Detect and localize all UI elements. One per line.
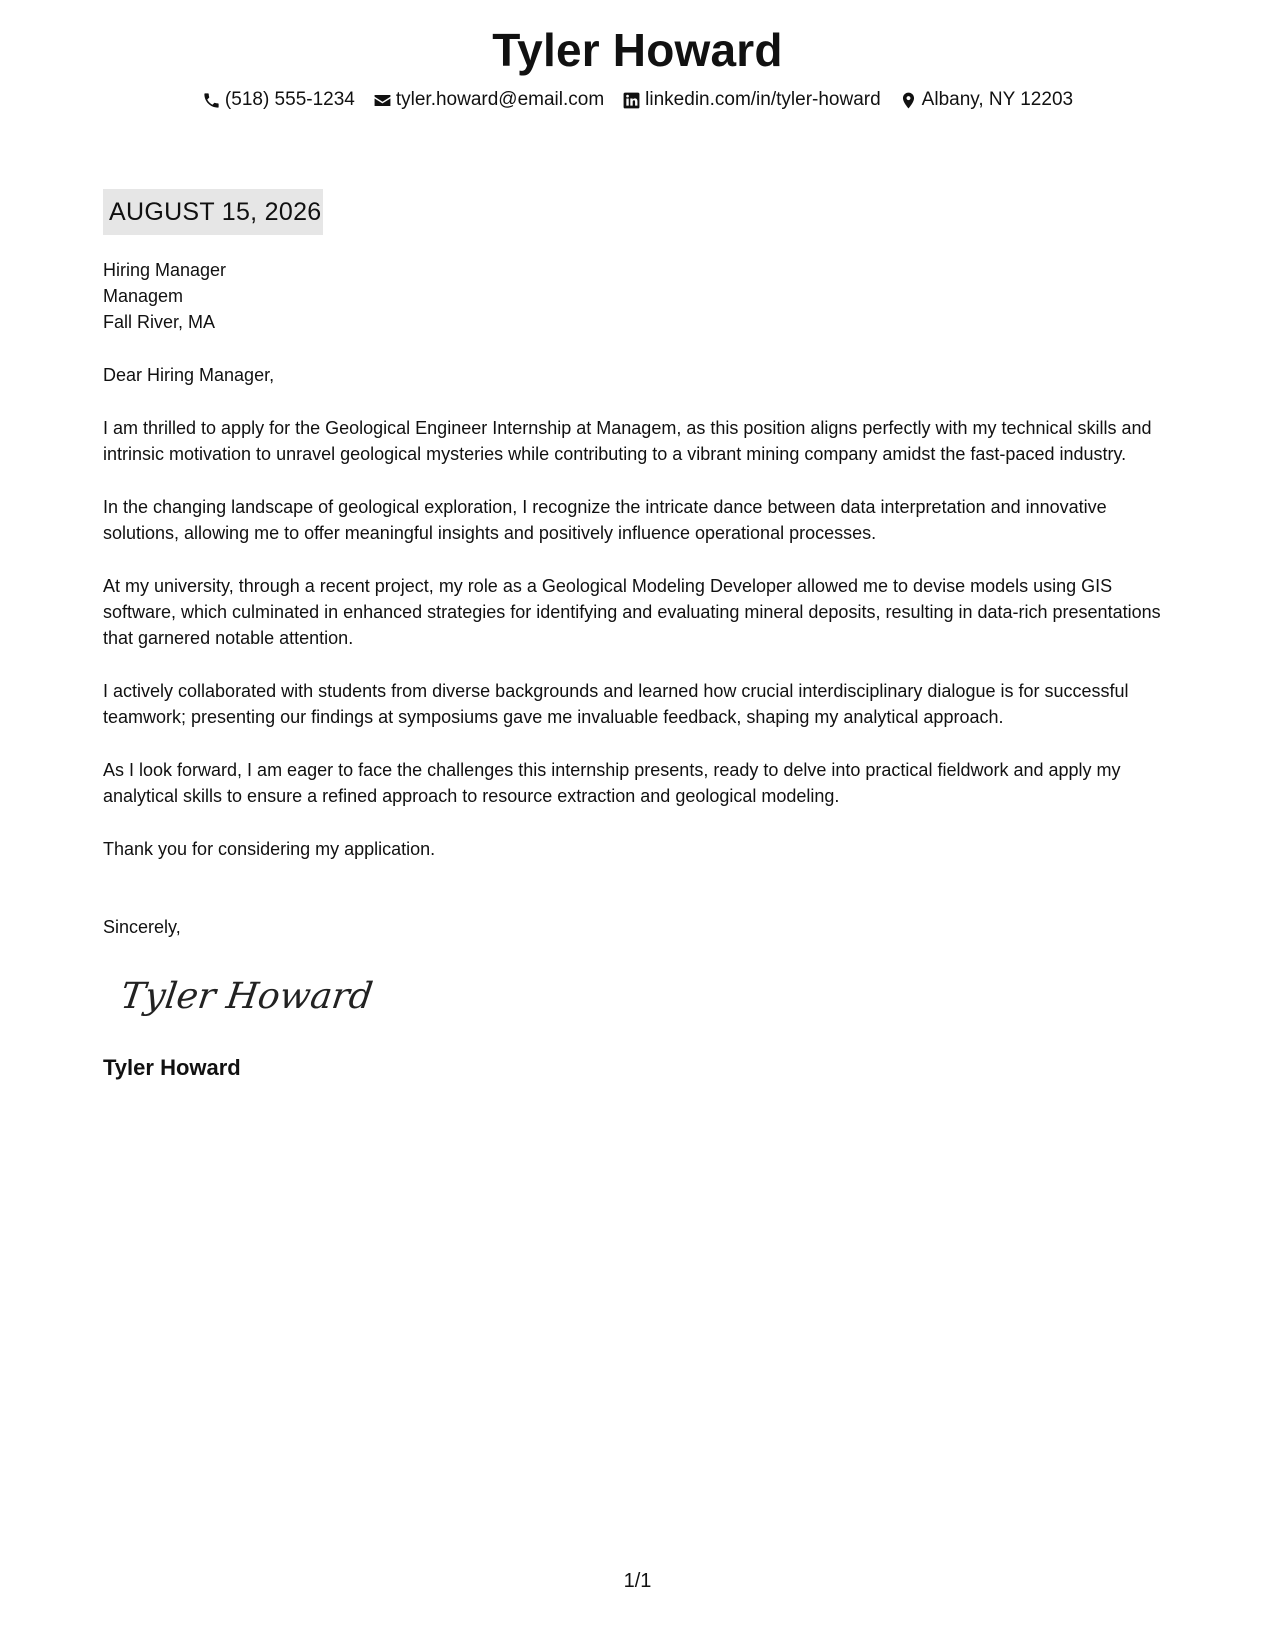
recipient-company: Managem [103, 286, 184, 306]
recipient-location: Fall River, MA [103, 312, 216, 332]
envelope-icon [373, 91, 392, 110]
linkedin-icon [622, 91, 641, 110]
phone-number: (518) 555-1234 [224, 89, 355, 110]
recipient-block [103, 257, 1178, 335]
salutation: Dear Hiring Manager, [103, 365, 275, 385]
letter-body [103, 189, 1178, 1082]
letter-header [0, 22, 1275, 112]
email-address: tyler.howard@email.com [395, 89, 605, 110]
paragraph: I am thrilled to apply for the Geological Engineer Internship at Managem, as this position aligns perfectly with my technical skills and intrinsic motivation to unravel geological mysteries while contributing to a vibrant mining company amidst the fast-paced industry. [103, 418, 1152, 464]
phone-icon [202, 91, 221, 110]
paragraph: At my university, through a recent project, my role as a Geological Modeling Developer allowed me to devise models using GIS software, which culminated in enhanced strategies for identifying and evaluating mineral deposits, resulting in data-rich presentations that garnered notable attention. [103, 576, 1161, 648]
recipient-title: Hiring Manager [103, 260, 227, 280]
signer-name: Tyler Howard [103, 1055, 241, 1080]
paragraph: I actively collaborated with students from diverse backgrounds and learned how crucial interdisciplinary dialogue is for successful teamwork; presenting our findings at symposiums gave me invaluable feedback, shaping my analytical approach. [103, 681, 1129, 727]
handwritten-signature [118, 968, 1178, 1024]
contact-phone [202, 88, 355, 112]
closing: Sincerely, [103, 917, 181, 937]
paragraph: As I look forward, I am eager to face the challenges this internship presents, ready to delve into practical fieldwork and apply my analytical skills to ensure a refined approach to resource extraction and geological modeling. [103, 760, 1121, 806]
paragraph: Thank you for considering my application. [103, 839, 436, 859]
contact-email [373, 88, 604, 112]
page-number: 1/1 [623, 1570, 652, 1592]
linkedin-url: linkedin.com/in/tyler-howard [645, 89, 881, 110]
contact-location [899, 88, 1073, 112]
signature-script: Tyler Howard [118, 974, 376, 1017]
contact-linkedin [622, 88, 881, 112]
paragraph: In the changing landscape of geological exploration, I recognize the intricate dance between data interpretation and innovative solutions, allowing me to offer meaningful insights and positively influence operational processes. [103, 497, 1107, 543]
contact-info [0, 88, 1275, 112]
map-pin-icon [899, 91, 918, 110]
location-text: Albany, NY 12203 [921, 89, 1074, 110]
applicant-name: Tyler Howard [492, 24, 783, 76]
letter-date: AUGUST 15, 2026 [103, 189, 323, 235]
